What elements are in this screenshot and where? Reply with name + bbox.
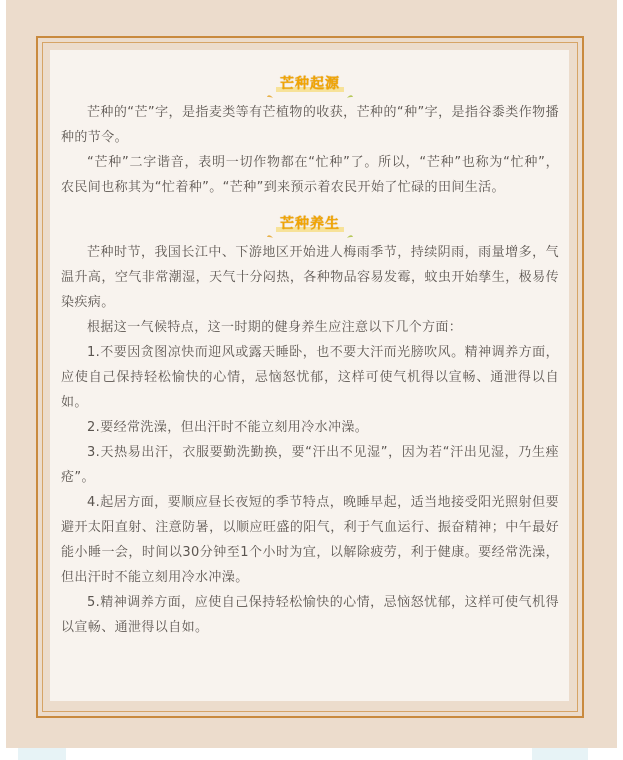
paragraph: 芒种的“芒”字，是指麦类等有芒植物的收获，芒种的“种”字，是指谷黍类作物播种的节令。	[61, 105, 559, 145]
paragraph: 3.天热易出汗，衣服要勤洗勤换，要“汗出不见湿”，因为若“汗出见湿，乃生痤疮”。	[61, 445, 559, 485]
section-title-text: 芒种养生	[280, 216, 340, 232]
section-title-health	[61, 210, 559, 236]
paragraph: 芒种时节，我国长江中、下游地区开始进人梅雨季节，持续阴雨，雨量增多，气温升高，空气非常潮湿，天气十分闷热，各种物品容易发霉，蚊虫开始孳生，极易传染疾病。	[61, 245, 559, 310]
leaf-right-icon	[345, 221, 355, 235]
section-title-text: 芒种起源	[280, 76, 340, 92]
paragraph: 1.不要因贪图凉快而迎风或露天睡卧，也不要大汗而光膀吹风。精神调养方面，应使自己保持轻松愉快的心情，忌恼怒忧郁，这样可使气机得以宣畅、通泄得以自如。	[61, 345, 559, 410]
paragraph: “芒种”二字谐音，表明一切作物都在“忙种”了。所以，“芒种”也称为“忙种”，农民间也称其为“忙着种”。“芒种”到来预示着农民开始了忙碌的田间生活。	[61, 155, 559, 195]
paragraph: 根据这一气候特点，这一时期的健身养生应注意以下几个方面：	[87, 320, 463, 335]
paragraph: 5.精神调养方面，应使自己保持轻松愉快的心情，忌恼怒忧郁，这样可使气机得以宣畅、通泄得以自如。	[61, 595, 559, 635]
section-title-origin	[61, 70, 559, 96]
article-content	[50, 50, 569, 701]
bottom-decoration-right	[532, 748, 588, 760]
bottom-decoration-left	[18, 748, 66, 760]
leaf-right-icon	[345, 81, 355, 95]
leaf-left-icon	[265, 221, 275, 235]
paragraph: 4.起居方面，要顺应昼长夜短的季节特点，晚睡早起，适当地接受阳光照射但要避开太阳直射、注意防暑，以顺应旺盛的阳气，利于气血运行、振奋精神；中午最好能小睡一会，时间以30分钟至1个小时为宜，以解除疲劳，利于健康。要经常洗澡，但出汗时不能立刻用冷水冲澡。	[61, 495, 559, 585]
paragraph: 2.要经常洗澡，但出汗时不能立刻用冷水冲澡。	[87, 420, 369, 435]
leaf-left-icon	[265, 81, 275, 95]
